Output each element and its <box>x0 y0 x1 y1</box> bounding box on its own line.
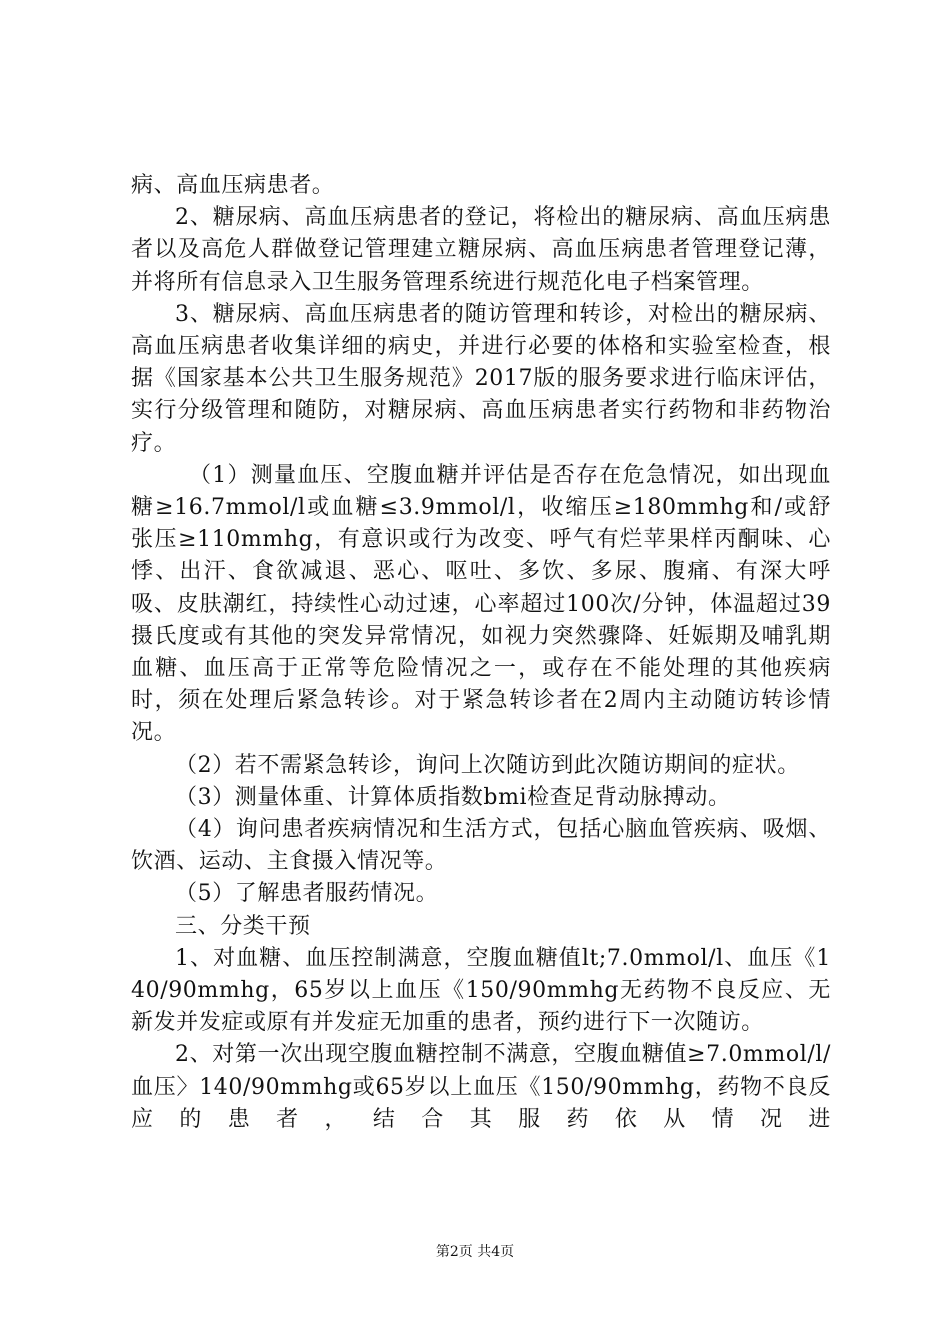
paragraph-item-2-symptoms: （2）若不需紧急转诊，询问上次随访到此次随访期间的症状。 <box>175 752 800 778</box>
page-number-footer: 第2页 共4页 <box>435 1244 515 1260</box>
paragraph-follow-up-management: 3、糖尿病、高血压病患者的随访管理和转诊，对检出的糖尿病、高血压病患者收集详细的病史，并进行必要的体格和实验室检查，根据《国家基本公共卫生服务规范》2017版的服务要求进行临床评估，实行分级管理和随防，对糖尿病、高血压病患者实行药物和非药物治疗。 <box>131 301 831 456</box>
section-heading-classified-intervention: 三、分类干预 <box>175 913 311 939</box>
paragraph-intervention-2: 2、对第一次出现空腹血糖控制不满意，空腹血糖值≥7.0mmol/l/血压〉140/90mmhg或65岁以上血压《150/90mmhg，药物不良反应的患者，结合其服药依从情况进 <box>131 1042 831 1132</box>
paragraph-item-3-measurement: （3）测量体重、计算体质指数bmi检查足背动脉搏动。 <box>175 784 731 810</box>
paragraph-item-1-emergency-assessment: （1）测量血压、空腹血糖并评估是否存在危急情况，如出现血糖≥16.7mmol/l或血糖≤3.9mmol/l，收缩压≥180mmhg和/或舒张压≥110mmhg，有意识或行为改变、呼气有烂苹果样丙酮味、心悸、出汗、食欲减退、恶心、呕吐、多饮、多尿、腹痛、有深大呼吸、皮肤潮红，持续性心动过速，心率超过100次/分钟，体温超过39摄氏度或有其他的突发异常情况，如视力突然骤降、妊娠期及哺乳期血糖、血压高于正常等危险情况之一，或存在不能处理的其他疾病时，须在处理后紧急转诊。对于紧急转诊者在2周内主动随访转诊情况。 <box>131 462 831 746</box>
document-body <box>131 170 831 1136</box>
paragraph-item-4-lifestyle: （4）询问患者疾病情况和生活方式，包括心脑血管疾病、吸烟、饮酒、运动、主食摄入情况等。 <box>131 817 831 875</box>
paragraph-intervention-1: 1、对血糖、血压控制满意，空腹血糖值lt;7.0mmol/l、血压《140/90mmhg，65岁以上血压《150/90mmhg无药物不良反应、无新发并发症或原有并发症无加重的患者，预约进行下一次随访。 <box>131 945 831 1036</box>
paragraph-continuation: 病、高血压病患者。 <box>131 173 335 198</box>
paragraph-item-5-medication: （5）了解患者服药情况。 <box>175 881 439 907</box>
paragraph-registration: 2、糖尿病、高血压病患者的登记，将检出的糖尿病、高血压病患者以及高危人群做登记管理建立糖尿病、高血压病患者管理登记薄，并将所有信息录入卫生服务管理系统进行规范化电子档案管理。 <box>131 205 831 295</box>
